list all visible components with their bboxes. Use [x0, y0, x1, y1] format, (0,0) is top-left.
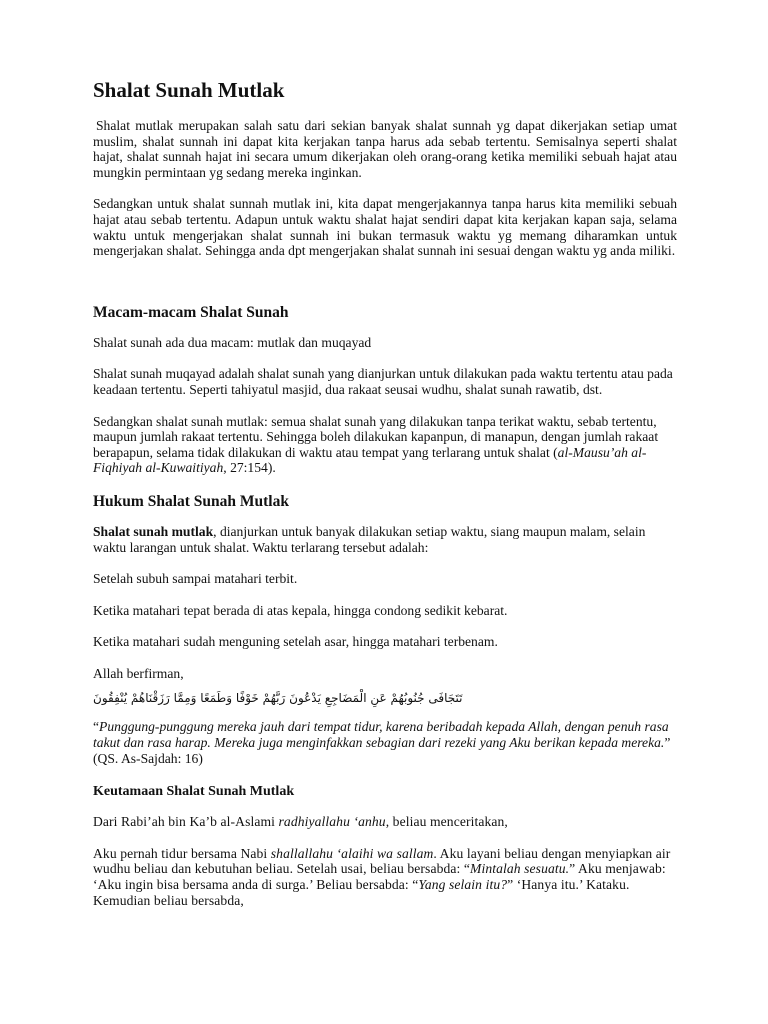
citation: al-Mausu’ah al-Fiqhiyah al-Kuwaitiyah: [93, 444, 647, 476]
keutamaan-paragraph-1: [93, 814, 677, 830]
arabic-verse: تَتَجَافَى جُنُوبُهُمْ عَنِ الْمَضَاجِعِ يَدْعُونَ رَبَّهُمْ خَوْفًا وَطَمَعًا وَمِمَّا رَزَقْنَاهُمْ يُنْفِقُونَ: [93, 691, 463, 706]
verse-translation: [93, 719, 677, 766]
macam-paragraph-2: Shalat sunah muqayad adalah shalat sunah yang dianjurkan untuk dilakukan pada waktu tertentu atau pada keadaan tertentu. Seperti tahiyatul masjid, dua rakaat seusai wudhu, shalat sunah rawatib, dst.: [93, 366, 673, 397]
keutamaan-p1-post: , beliau menceritakan,: [385, 814, 508, 830]
macam-p3-suffix: , 27:154).: [223, 460, 276, 476]
hukum-p1-rest: , dianjurkan untuk banyak dilakukan setiap waktu, siang maupun malam, selain waktu larangan untuk shalat. Waktu terlarang tersebut adalah:: [93, 523, 646, 555]
honorific: radhiyallahu ‘anhu: [278, 814, 386, 830]
quote-open: “: [93, 719, 100, 735]
hadith-salutation: shallallahu ‘alaihi wa sallam: [270, 845, 434, 861]
macam-p3-text: Sedangkan shalat sunah mutlak: semua shalat sunah yang dilakukan tanpa terikat waktu, sebab tertentu, maupun jumlah rakaat tertentu. Sehingga boleh dilakukan kapanpun, di manapun, dengan jumlah rakaat berapapun, selama tidak dilakukan di waktu atau tempat yang terlarang untuk shalat (: [93, 413, 659, 460]
document-page: [93, 78, 677, 908]
hadith-quote-1: Mintalah sesuatu.: [470, 861, 570, 877]
hadith-part-e: ” Aku menjawab: ‘Aku ingin bisa bersama anda di surga.’ Beliau bersabda: “: [93, 861, 666, 893]
forbidden-time-3: Ketika matahari sudah menguning setelah asar, hingga matahari terbenam.: [93, 634, 498, 650]
keutamaan-paragraph-2: [93, 846, 677, 908]
forbidden-time-2: Ketika matahari tepat berada di atas kepala, hingga condong sedikit kebarat.: [93, 602, 508, 618]
intro-paragraph-2: Sedangkan untuk shalat sunnah mutlak ini, kita dapat mengerjakannya tanpa harus kita memiliki sebuah hajat atau sebab tertentu. Adapun untuk waktu shalat hajat sendiri dapat kita kerjakan kapan saja, selama waktu untuk mengerjakan shalat sunnah ini bukan termasuk waktu yg memang diharamkan untuk mengerjakan shalat. Sehingga anda dpt mengerjakan shalat sunnah ini sesuai dengan waktu yg anda miliki.: [93, 196, 677, 259]
section-heading-keutamaan: Keutamaan Shalat Sunah Mutlak: [93, 784, 295, 800]
hukum-paragraph-1: [93, 524, 677, 555]
macam-paragraph-1: Shalat sunah ada dua macam: mutlak dan muqayad: [93, 334, 372, 350]
translation-text: Punggung-punggung mereka jauh dari tempat tidur, karena beribadah kepada Allah, dengan penuh rasa takut dan rasa harap. Mereka juga menginfakkan sebagian dari rezeki yang Aku berikan kepada mereka.: [93, 719, 669, 751]
intro-paragraph-1: Shalat mutlak merupakan salah satu dari sekian banyak shalat sunnah yg dapat dikerjakan setiap umat muslim, shalat sunnah ini dapat kita kerjakan tanpa harus ada sebab tertentu. Semisalnya seperti shalat hajat, shalat sunnah hajat ini secara umum dikerjakan oleh orang-orang ketika memiliki sebuah hajat atau mungkin permintaan yg sedang mereka inginkan.: [93, 118, 677, 180]
section-heading-macam: Macam-macam Shalat Sunah: [93, 303, 289, 321]
keutamaan-p1-pre: Dari Rabi’ah bin Ka’b al-Aslami: [93, 814, 279, 830]
macam-paragraph-3: [93, 414, 677, 476]
hadith-part-g: ” ‘Hanya itu.’ Kataku. Kemudian beliau bersabda,: [93, 877, 630, 908]
hukum-bold-term: Shalat sunah mutlak: [93, 523, 214, 539]
hadith-part-c: . Aku layani beliau dengan menyiapkan air wudhu beliau dan kebutuhan beliau. Setelah usai, beliau bersabda: “: [93, 845, 671, 877]
document-title: Shalat Sunah Mutlak: [93, 78, 285, 102]
section-heading-hukum: Hukum Shalat Sunah Mutlak: [93, 492, 289, 510]
hadith-part-a: Aku pernah tidur bersama Nabi: [93, 845, 271, 861]
hadith-quote-2: Yang selain itu?: [418, 877, 508, 893]
forbidden-time-1: Setelah subuh sampai matahari terbit.: [93, 571, 298, 587]
allah-berfirman: Allah berfirman,: [93, 665, 184, 681]
quote-close-reference: ” (QS. As-Sajdah: 16): [93, 735, 671, 766]
